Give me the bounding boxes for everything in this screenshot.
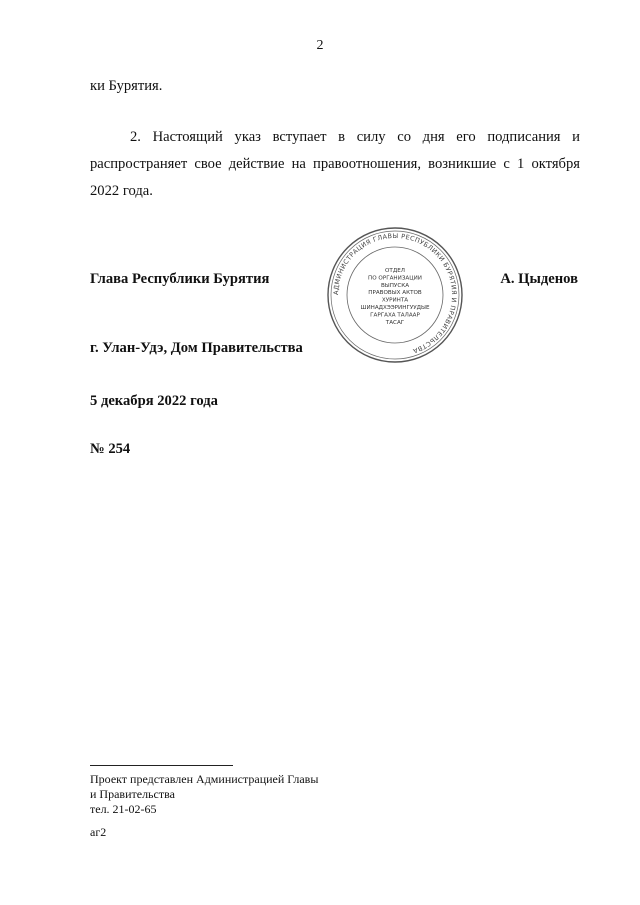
footnote xyxy=(90,772,318,817)
footnote-rule xyxy=(90,765,233,766)
page-number: 2 xyxy=(316,38,324,53)
signing-date: 5 декабря 2022 года xyxy=(90,393,218,409)
official-seal xyxy=(325,225,465,365)
footnote-line: и Правительства xyxy=(90,787,175,801)
clause-2 xyxy=(90,124,580,205)
footnote-line: тел. 21-02-65 xyxy=(90,802,157,816)
seal-outer-text: АДМИНИСТРАЦИЯ ГЛАВЫ РЕСПУБЛИКИ БУРЯТИЯ И ПРАВИТЕЛЬСТВА xyxy=(331,231,459,356)
continuation-text: ки Бурятия. xyxy=(90,78,163,94)
seal-inner-line: ПО ОРГАНИЗАЦИИ xyxy=(368,275,422,282)
seal-inner-text xyxy=(360,268,430,326)
seal-inner-line: ШИНАДХЭЭРИНГУУДЫЕ xyxy=(360,305,430,311)
seal-inner-line: ОТДЕЛ xyxy=(385,268,405,274)
seal-inner-line: ХУРИНТА xyxy=(381,297,409,304)
decree-number: № 254 xyxy=(90,441,131,457)
seal-inner-line: ТАСАГ xyxy=(385,319,405,326)
signer-name: А. Цыденов xyxy=(500,271,578,287)
footnote-line: Проект представлен Администрацией Главы xyxy=(90,772,319,786)
seal-inner-line: ГАРГАХА ТАЛААР xyxy=(370,312,420,319)
seal-inner-line: ВЫПУСКА xyxy=(380,282,410,289)
document-code: аг2 xyxy=(90,825,107,839)
seal-inner-line: ПРАВОВЫХ АКТОВ xyxy=(368,290,422,297)
clause-2-text: 2. Настоящий указ вступает в силу со дня его подписания и распространяет свое действие на правоотношения, возникшие с 1 октября 2022 года. xyxy=(90,129,580,199)
signer-title: Глава Республики Бурятия xyxy=(90,271,270,287)
signing-place: г. Улан-Удэ, Дом Правительства xyxy=(90,340,303,356)
